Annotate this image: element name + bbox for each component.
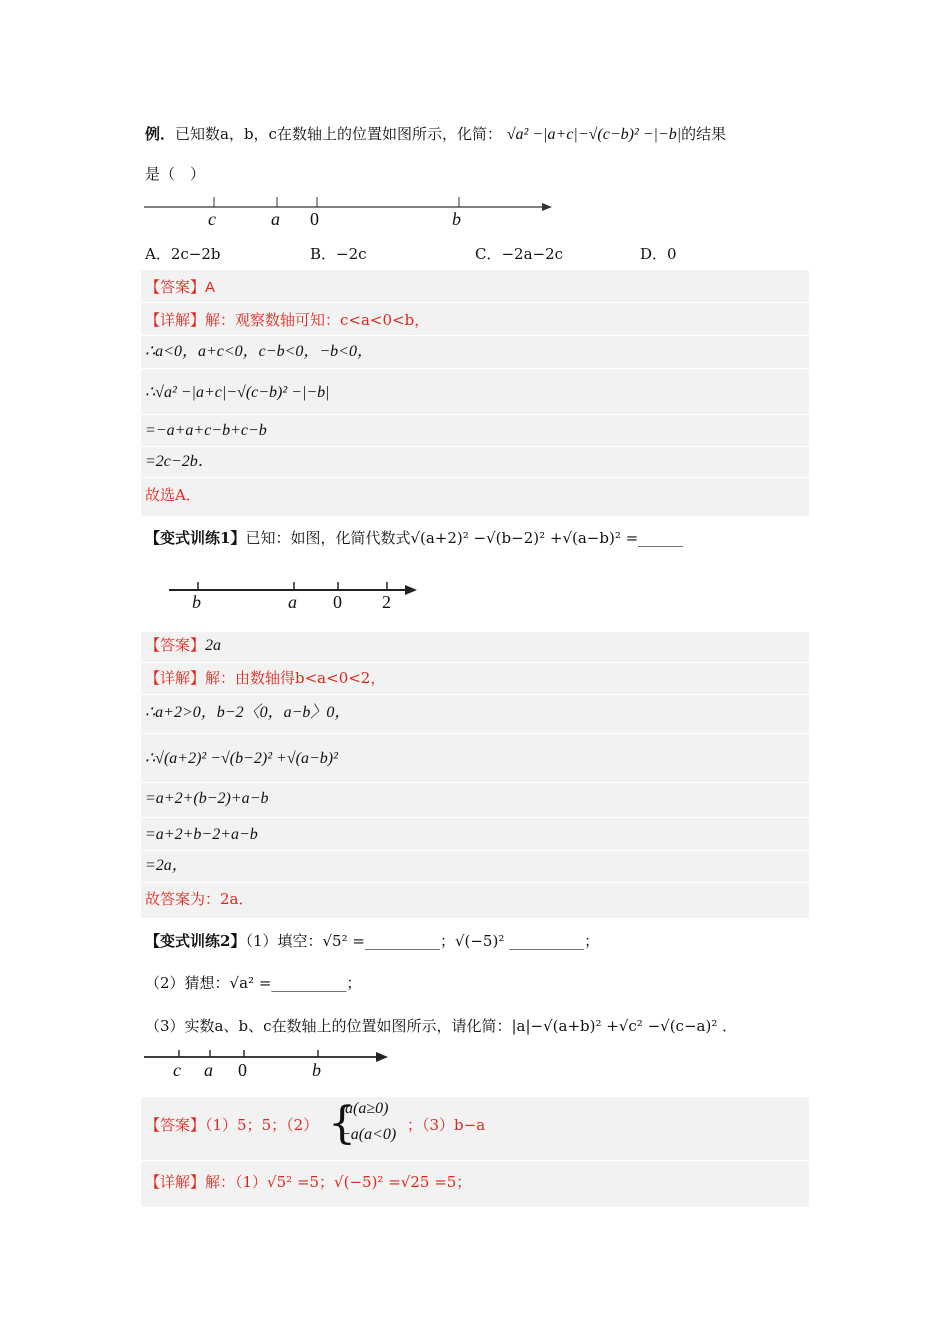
variant2-q1-text: （1）填空：√5² =__________；√(−5)² __________； (245, 932, 600, 950)
variant1-detail-tag: 【详解】 (145, 669, 206, 687)
variant2-answer-tag: 【答案】 (145, 1116, 206, 1134)
example-stem (145, 123, 726, 146)
example-detail-5: =2c−2b． (145, 453, 214, 470)
variant2-answer (145, 1100, 645, 1156)
axis2-label-2: 2 (382, 592, 391, 612)
piecewise-case-1: a(a≥0) (345, 1100, 389, 1117)
variant1-detail-4: =a+2+(b−2)+a−b (145, 790, 269, 807)
axis1-label-b: b (452, 209, 461, 229)
example-detail-2: ∴a<0，a+c<0，c−b<0，−b<0， (145, 343, 373, 360)
variant2-q2: （2）猜想：√a² =__________； (145, 974, 362, 992)
variant1-stem (145, 527, 683, 549)
variant1-detail-1 (145, 667, 385, 689)
axis3-label-a: a (204, 1060, 213, 1080)
option-a: A．2c−2b (145, 245, 221, 263)
axis2-label-a: a (288, 592, 297, 612)
variant1-detail-7: 故答案为：2a． (145, 890, 254, 908)
variant1-stem-text: 已知：如图，化简代数式√(a+2)² −√(b−2)² +√(a−b)² =______ (245, 529, 684, 547)
example-answer (145, 276, 215, 299)
variant1-title: 【变式训练1】 (145, 529, 246, 547)
variant2-answer-part3: ；（3）b−a (407, 1116, 486, 1134)
variant2-q1 (145, 930, 599, 952)
axis1-label-a: a (271, 209, 280, 229)
example-answer-value: A (205, 279, 216, 296)
variant1-answer (145, 634, 221, 657)
example-expression: √a² −|a+c|−√(c−b)² −|−b| (506, 126, 682, 143)
axis3-label-0: 0 (238, 1060, 247, 1080)
axis3-label-c: c (173, 1060, 181, 1080)
variant1-detail-5: =a+2+b−2+a−b (145, 826, 258, 843)
variant1-detail-2: ∴a+2>0，b−2〈0，a−b〉0， (145, 704, 351, 721)
example-detail-6: 故选A． (145, 486, 201, 504)
variant1-detail-text-1: 解：由数轴得b<a<0<2， (205, 669, 386, 687)
option-c: C．−2a−2c (475, 245, 564, 263)
variant2-detail-text: 解：（1）√5² =5；√(−5)² =√25 =5； (205, 1173, 472, 1191)
variant1-answer-value: 2a (205, 637, 222, 654)
variant2-title: 【变式训练2】 (145, 932, 246, 950)
example-detail-tag: 【详解】 (145, 311, 206, 329)
axis3-label-b: b (312, 1060, 321, 1080)
example-detail-3: ∴√a² −|a+c|−√(c−b)² −|−b| (145, 384, 330, 401)
example-stem-text: 已知数a，b，c在数轴上的位置如图所示，化简： (175, 125, 502, 143)
example-detail-text-1: 解：观察数轴可知：c<a<0<b， (205, 311, 430, 329)
example-detail-4: =−a+a+c−b+c−b (145, 422, 267, 439)
axis2-label-b: b (192, 592, 201, 612)
example-number-line (140, 190, 560, 232)
variant1-detail-6: =2a， (145, 857, 188, 874)
option-d: D．0 (640, 245, 677, 263)
example-stem-line2: 是（ ） (145, 165, 206, 183)
variant2-answer-part1: （1）5；5；（2） (205, 1116, 319, 1134)
example-answer-tag: 【答案】 (145, 278, 206, 296)
variant2-detail-tag: 【详解】 (145, 1173, 206, 1191)
axis2-label-0: 0 (333, 592, 342, 612)
axis1-label-0: 0 (310, 209, 319, 229)
piecewise-brace: { (328, 1098, 356, 1149)
variant2-detail (145, 1171, 471, 1193)
example-detail-1 (145, 309, 429, 331)
option-b: B．−2c (310, 245, 367, 263)
example-label: 例． (145, 125, 176, 143)
example-tail: 的结果 (681, 125, 727, 143)
piecewise-case-2: −a(a<0) (340, 1126, 397, 1143)
axis1-label-c: c (208, 209, 216, 229)
variant1-detail-3: ∴√(a+2)² −√(b−2)² +√(a−b)² (145, 750, 338, 767)
variant1-answer-tag: 【答案】 (145, 636, 206, 654)
variant2-q3: （3）实数a、b、c在数轴上的位置如图所示，请化简：|a|−√(a+b)² +√c² −√(c−a)² ． (145, 1017, 738, 1035)
